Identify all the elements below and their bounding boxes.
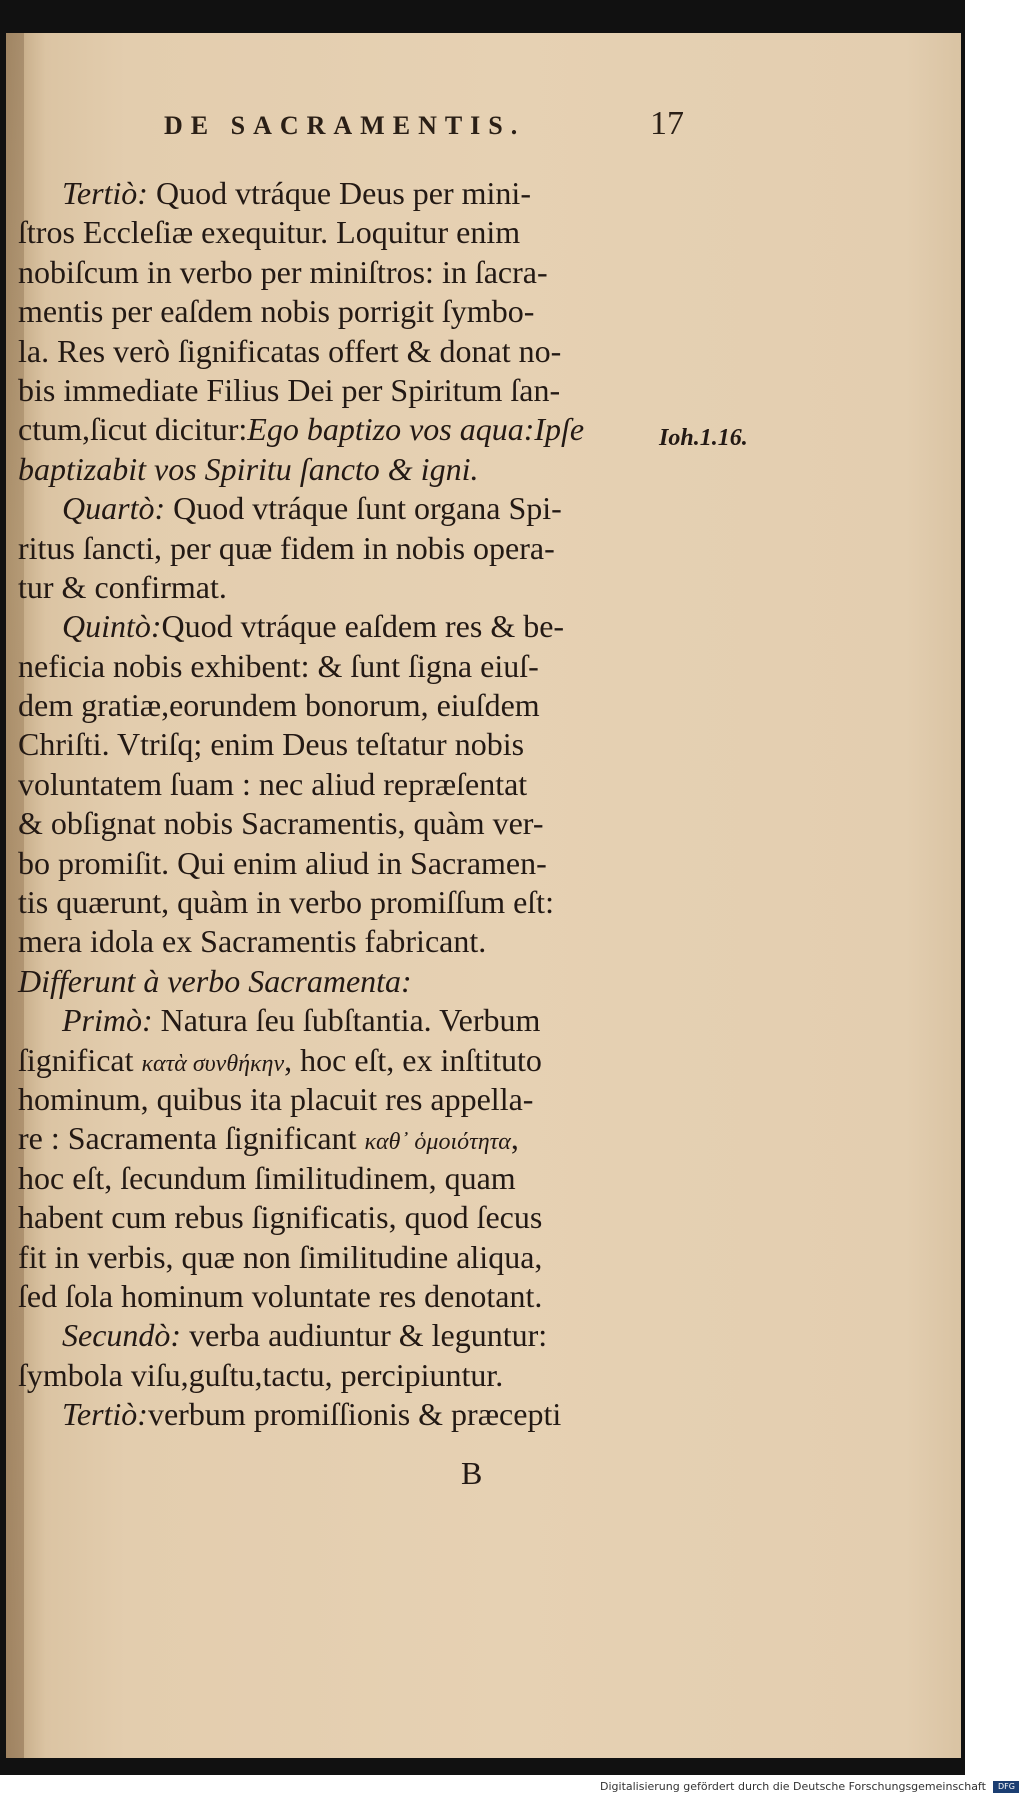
text-line: [18, 529, 650, 568]
digitization-footer: [600, 1780, 1015, 1800]
line-text: mentis per eaſdem nobis porrigit ſymbo-: [18, 293, 535, 330]
text-line: [18, 1395, 650, 1434]
greek-phrase: καθ᾽ ὁμοιότητα: [364, 1129, 511, 1156]
line-text: ,: [510, 1120, 519, 1157]
line-text: Chriſti. Vtriſq; enim Deus teſtatur nobis: [18, 726, 525, 763]
text-line: [18, 1080, 650, 1119]
line-text: verbum promiſſionis & præcepti: [147, 1396, 562, 1433]
text-line: [18, 1159, 650, 1198]
text-line: [18, 1198, 650, 1237]
text-line: [18, 253, 650, 292]
line-text: ritus ſancti, per quæ fidem in nobis opera-: [18, 529, 555, 566]
quotation: Ego baptizo vos aqua:Ipſe: [247, 411, 585, 448]
line-text: Quod vtráque eaſdem res & be-: [161, 608, 565, 645]
italic-text: Differunt à verbo Sacramenta:: [18, 962, 412, 999]
text-line: [18, 174, 650, 213]
text-line: [18, 883, 650, 922]
running-title: DE SACRAMENTIS.: [164, 111, 526, 140]
text-line: [18, 450, 650, 489]
paragraph-lead: Tertiò:: [62, 175, 148, 211]
line-text: bo promiſit. Qui enim aliud in Sacramen-: [18, 844, 547, 881]
text-line: [18, 804, 650, 843]
dfg-logo-icon: DFG: [993, 1781, 1019, 1793]
paragraph-lead: Quintò:: [62, 608, 162, 645]
greek-phrase: κατὰ συνθήκην: [141, 1050, 285, 1077]
italic-text: baptizabit vos Spiritu ſancto & igni.: [18, 450, 479, 487]
line-text: nobiſcum in verbo per miniſtros: in ſacra-: [18, 253, 548, 290]
line-text: & obſignat nobis Sacramentis, quàm ver-: [18, 805, 544, 842]
page-number: 17: [650, 105, 684, 142]
text-line: [18, 647, 650, 686]
line-text: re : Sacramenta ſignificant: [18, 1120, 365, 1157]
text-line: [18, 922, 650, 961]
line-text: tur & confirmat.: [18, 568, 227, 605]
line-text: ſymbola viſu,guſtu,tactu, percipiuntur.: [18, 1356, 504, 1393]
text-line: [18, 765, 650, 804]
line-text: ctum,ſicut dicitur:: [18, 411, 248, 448]
line-text: la. Res verò ſignificatas offert & donat no-: [18, 332, 562, 369]
text-line: [18, 1119, 650, 1158]
text-line: [18, 568, 650, 607]
text-line: [18, 1238, 650, 1277]
text-line: [18, 1041, 650, 1080]
body-text: [18, 174, 650, 1435]
book-page: [6, 33, 961, 1758]
text-line: [18, 725, 650, 764]
text-line: [18, 1316, 650, 1355]
signature-mark: B: [461, 1455, 483, 1491]
line-text: Quod vtráque ſunt organa Spi-: [165, 490, 562, 527]
text-line: [18, 1356, 650, 1395]
paragraph-lead: Primò:: [62, 1002, 153, 1039]
paragraph-lead: Secundò:: [62, 1317, 182, 1354]
line-text: voluntatem ſuam : nec aliud repræſentat: [18, 765, 528, 802]
text-line: [18, 410, 650, 449]
text-line: [18, 292, 650, 331]
page-header: [164, 101, 684, 153]
line-text: Natura ſeu ſubſtantia. Verbum: [152, 1002, 541, 1039]
line-text: tis quærunt, quàm in verbo promiſſum eſt:: [18, 884, 554, 921]
line-text: ſignificat: [18, 1041, 142, 1078]
line-text: dem gratiæ,eorundem bonorum, eiuſdem: [18, 687, 540, 724]
line-text: fit in verbis, quæ non ſimilitudine aliqua,: [18, 1238, 543, 1275]
line-text: hominum, quibus ita placuit res appella-: [18, 1080, 534, 1117]
line-text: bis immediate Filius Dei per Spiritum ſan-: [18, 371, 561, 408]
margin-note: Ioh.1.16.: [659, 425, 748, 451]
text-line: [18, 686, 650, 725]
text-line: [18, 371, 650, 410]
line-text: habent cum rebus ſignificatis, quod ſecus: [18, 1199, 543, 1236]
paragraph-lead: Tertiò:: [62, 1396, 148, 1433]
line-text: ſtros Eccleſiæ exequitur. Loquitur enim: [18, 214, 521, 251]
footer-credit: Digitalisierung gefördert durch die Deutsche Forschungsgemeinschaft: [600, 1780, 986, 1793]
text-line: [18, 844, 650, 883]
line-text: hoc eſt, ſecundum ſimilitudinem, quam: [18, 1159, 516, 1196]
text-line: [18, 489, 650, 528]
line-text: mera idola ex Sacramentis fabricant.: [18, 923, 487, 960]
text-line: [18, 962, 650, 1001]
line-text: Quod vtráque Deus per mini-: [147, 175, 531, 211]
text-line: [18, 213, 650, 252]
line-text: ſed ſola hominum voluntate res denotant.: [18, 1277, 543, 1314]
line-text: neficia nobis exhibent: & ſunt ſigna eiuſ-: [18, 647, 539, 684]
text-line: [18, 332, 650, 371]
text-line: [18, 1001, 650, 1040]
paragraph-lead: Quartò:: [62, 490, 166, 527]
line-text: , hoc eſt, ex inſtituto: [284, 1041, 542, 1078]
text-line: [18, 1277, 650, 1316]
line-text: verba audiuntur & leguntur:: [181, 1317, 548, 1354]
text-line: [18, 607, 650, 646]
